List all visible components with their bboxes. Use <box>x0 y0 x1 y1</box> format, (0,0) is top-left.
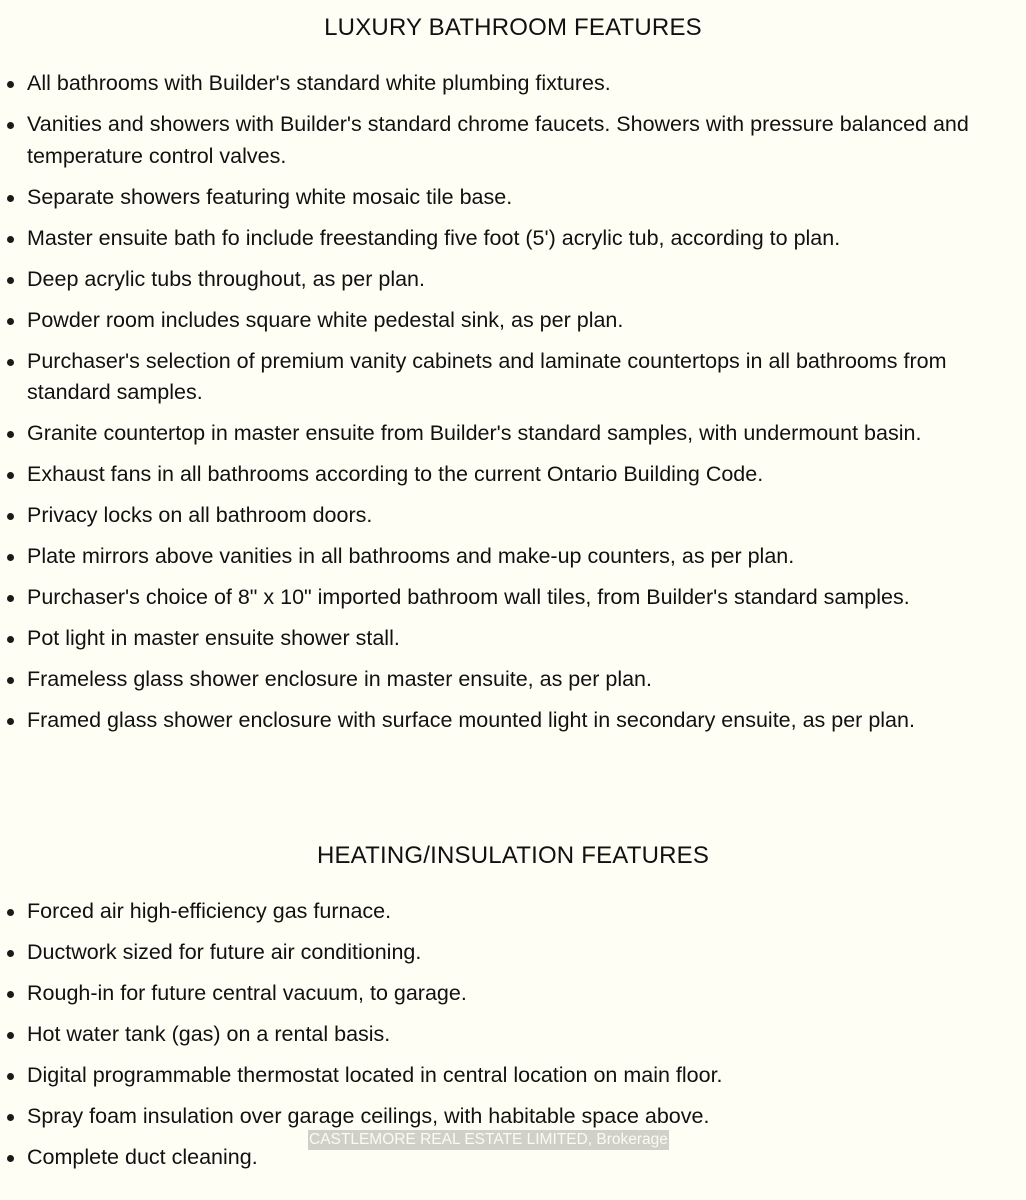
list-item-text: Hot water tank (gas) on a rental basis. <box>27 1022 391 1046</box>
list-item <box>0 500 1026 532</box>
list-item <box>0 418 1026 450</box>
list-item <box>0 1060 1026 1092</box>
list-item <box>0 623 1026 655</box>
list-item-text: Deep acrylic tubs throughout, as per plan. <box>27 266 425 291</box>
bullet-icon <box>7 636 14 643</box>
bullet-icon <box>7 513 14 520</box>
list-item-text: Exhaust fans in all bathrooms according to the current Ontario Building Code. <box>27 462 764 486</box>
list-item-text: All bathrooms with Builder's standard white plumbing fixtures. <box>27 71 611 95</box>
list-item-text: Plate mirrors above vanities in all bathrooms and make-up counters, as per plan. <box>27 544 795 568</box>
bullet-icon <box>7 991 14 998</box>
list-item-text: Complete duct cleaning. <box>27 1145 258 1169</box>
bullet-icon <box>7 950 14 957</box>
list-item-text: Pot light in master ensuite shower stall. <box>27 626 400 650</box>
brokerage-watermark: CASTLEMORE REAL ESTATE LIMITED, Brokerage <box>309 1131 668 1148</box>
bullet-icon <box>7 718 14 725</box>
list-item <box>0 346 1026 409</box>
bullet-icon <box>7 1032 14 1039</box>
list-item <box>0 664 1026 696</box>
bullet-icon <box>7 1073 14 1080</box>
list-item <box>0 264 1026 296</box>
list-item <box>0 68 1026 100</box>
list-item-text: Forced air high-efficiency gas furnace. <box>27 899 392 923</box>
list-item-text: Digital programmable thermostat located in central location on main floor. <box>27 1063 723 1087</box>
list-item <box>0 459 1026 491</box>
list-item-text: Separate showers featuring white mosaic tile base. <box>27 184 513 209</box>
bathroom-features-heading: LUXURY BATHROOM FEATURES <box>324 14 702 41</box>
list-item-text: Purchaser's choice of 8" x 10" imported bathroom wall tiles, from Builder's standard samples. <box>27 585 910 609</box>
list-item <box>0 978 1026 1010</box>
list-item <box>0 937 1026 969</box>
bullet-icon <box>7 359 14 366</box>
list-item-text: Privacy locks on all bathroom doors. <box>27 503 373 527</box>
list-item <box>0 305 1026 337</box>
heating-features-heading: HEATING/INSULATION FEATURES <box>316 842 710 869</box>
list-item-text: Frameless glass shower enclosure in master ensuite, as per plan. <box>27 667 652 691</box>
list-item-text: Master ensuite bath fo include freestanding five foot (5') acrylic tub, according to plan. <box>27 225 841 250</box>
list-item-text: Rough-in for future central vacuum, to garage. <box>27 981 467 1005</box>
list-item-text: Framed glass shower enclosure with surface mounted light in secondary ensuite, as per plan. <box>27 708 915 732</box>
list-item <box>0 541 1026 573</box>
list-item-text: Powder room includes square white pedestal sink, as per plan. <box>27 307 624 332</box>
bathroom-features-list <box>0 68 1026 746</box>
list-item <box>0 705 1026 737</box>
bullet-icon <box>7 122 14 129</box>
bullet-icon <box>7 472 14 479</box>
list-item-text: Vanities and showers with Builder's standard chrome faucets. Showers with pressure balanced and temperature control valves. <box>27 112 969 168</box>
bullet-icon <box>7 431 14 438</box>
list-item-text: Ductwork sized for future air conditioning. <box>27 940 422 964</box>
bullet-icon <box>7 318 14 325</box>
bullet-icon <box>7 595 14 602</box>
list-item-text: Purchaser's selection of premium vanity cabinets and laminate countertops in all bathrooms from standard samples. <box>27 348 947 404</box>
bullet-icon <box>7 195 14 202</box>
list-item <box>0 582 1026 614</box>
bullet-icon <box>7 1114 14 1121</box>
bullet-icon <box>7 909 14 916</box>
list-item <box>0 896 1026 928</box>
list-item <box>0 223 1026 255</box>
bullet-icon <box>7 1155 14 1162</box>
bullet-icon <box>7 677 14 684</box>
bullet-icon <box>7 236 14 243</box>
list-item <box>0 1019 1026 1051</box>
list-item-text: Spray foam insulation over garage ceilings, with habitable space above. <box>27 1104 710 1128</box>
list-item <box>0 182 1026 214</box>
list-item <box>0 109 1026 172</box>
list-item <box>0 1101 1026 1133</box>
bullet-icon <box>7 277 14 284</box>
bullet-icon <box>7 554 14 561</box>
bullet-icon <box>7 81 14 88</box>
list-item-text: Granite countertop in master ensuite from Builder's standard samples, with undermount basin. <box>27 421 922 445</box>
